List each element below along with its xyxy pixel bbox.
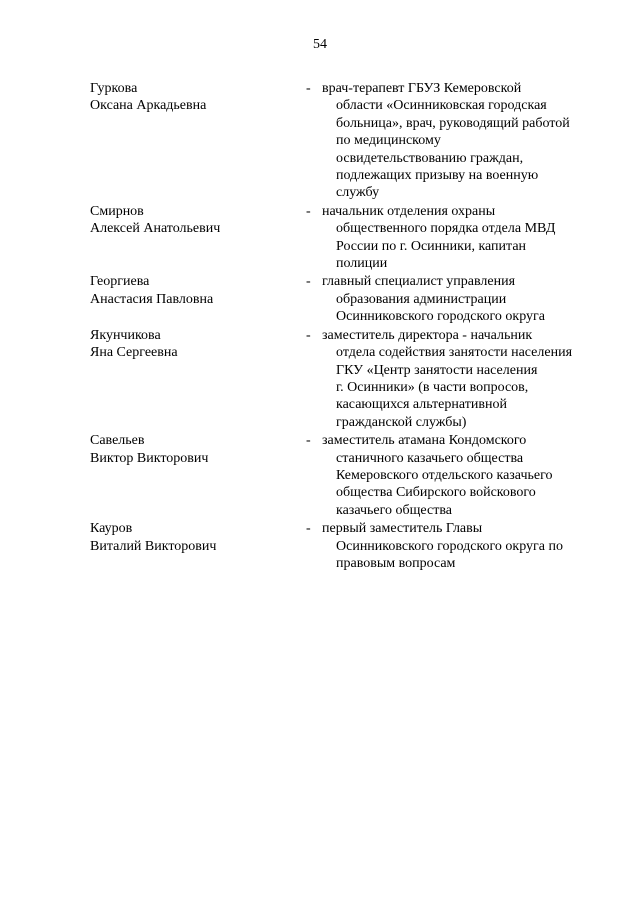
position-line: ГКУ «Центр занятости населения [336,362,538,378]
member-given-names: Анастасия Павловна [90,291,214,307]
position-line: заместитель атамана Кондомского [322,433,527,449]
position-line: полиции [336,256,388,272]
member-entry [90,520,590,572]
member-entry [90,273,590,325]
position-line: касающихся альтернативной [336,397,507,413]
member-surname: Кауров [90,521,133,537]
position-line: начальник отделения охраны [322,203,496,219]
dash-separator: - [306,327,311,343]
member-surname: Гуркова [90,81,138,96]
page-number: 54 [313,37,327,52]
member-given-names: Виктор Викторович [90,450,209,466]
position-line: подлежащих призыву на военную [336,168,539,184]
member-surname: Савельев [90,433,145,449]
position-line: отдела содействия занятости населения [336,345,573,361]
position-line: Осинниковского городского округа [336,309,545,325]
member-given-names: Оксана Аркадьевна [90,98,207,114]
position-line: области «Осинниковская городская [336,98,547,114]
member-entry [90,432,590,519]
position-line: по медицинскому [336,133,441,149]
dash-separator: - [306,81,311,96]
member-position [322,520,580,572]
dash-separator: - [306,274,311,290]
member-position [322,273,580,325]
member-given-names: Яна Сергеевна [90,345,178,361]
member-name [90,327,310,362]
member-name [90,203,310,238]
commission-member-list [90,80,590,573]
position-line: общества Сибирского войскового [336,485,536,501]
position-line: образования администрации [336,291,507,307]
position-line: станичного казачьего общества [336,450,524,466]
position-line: первый заместитель Главы [322,521,483,537]
position-line: общественного порядка отдела МВД [336,221,556,237]
member-entry [90,327,590,431]
member-given-names: Виталий Викторович [90,538,217,554]
member-name [90,520,310,555]
position-line: Кемеровского отдельского казачьего [336,467,553,483]
member-surname: Якунчикова [90,327,161,343]
position-line: врач-терапевт ГБУЗ Кемеровской [322,81,522,96]
dash-separator: - [306,203,311,219]
member-position [322,432,580,519]
member-name [90,432,310,467]
position-line: России по г. Осинники, капитан [336,238,527,254]
member-entry [90,80,590,202]
position-line: службу [336,185,380,201]
position-line: больница», врач, руководящий работой [336,115,570,131]
member-entry [90,203,590,273]
position-line: освидетельствованию граждан, [336,150,524,166]
member-surname: Смирнов [90,203,144,219]
member-position [322,203,580,273]
position-line: заместитель директора - начальник [322,327,533,343]
position-line: правовым вопросам [336,555,456,571]
member-position [322,80,580,202]
member-surname: Георгиева [90,274,150,290]
position-line: главный специалист управления [322,274,516,290]
position-line: гражданской службы) [336,414,467,430]
position-line: г. Осинники» (в части вопросов, [336,379,529,395]
member-name [90,273,310,308]
position-line: казачьего общества [336,502,452,518]
dash-separator: - [306,521,311,537]
member-position [322,327,580,431]
position-line: Осинниковского городского округа по [336,538,563,554]
member-given-names: Алексей Анатольевич [90,221,221,237]
member-name [90,80,310,115]
dash-separator: - [306,433,311,449]
